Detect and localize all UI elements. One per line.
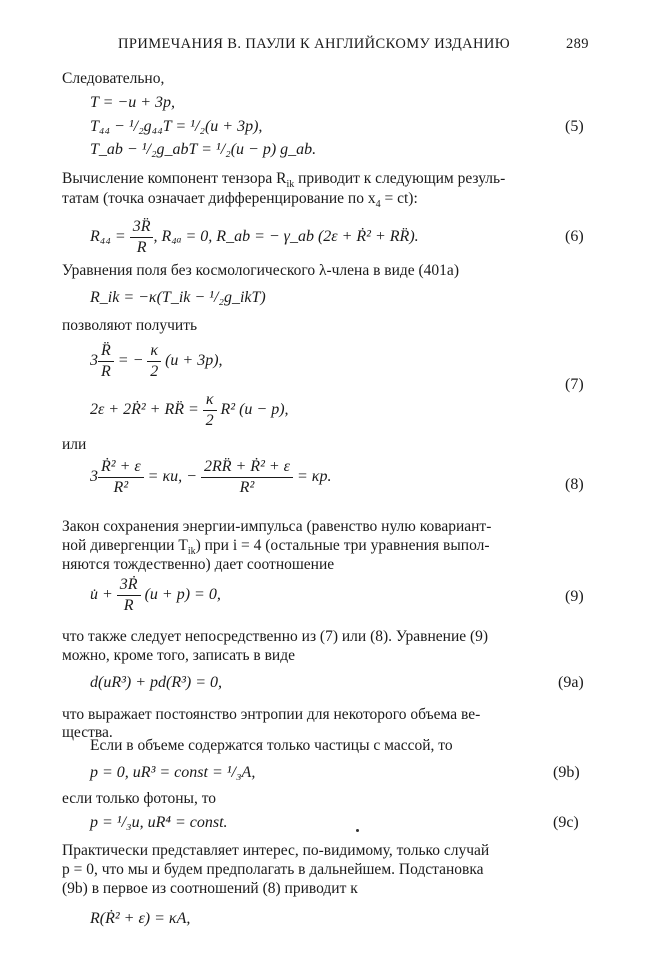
equation-7b: 2ε + 2Ṙ² + RR̈ = $\frac{\kappa}{2}$ R² (u − p), xyxy=(90,391,289,429)
paragraph-7-line-2: можно, кроме того, записать в виде xyxy=(62,647,295,664)
field-equation: R_ik = −κ(T_ik − ¹/₂g_ikT) xyxy=(90,289,266,306)
paragraph-1: Следовательно, xyxy=(62,70,165,87)
equation-final: R(Ṙ² + ε) = κA, xyxy=(90,910,191,927)
equation-9a: d(uR³) + pd(R³) = 0, xyxy=(90,674,223,691)
equation-8: 3 $\frac{\text{Ṙ² + ε}}{\text{R²}}$ = κu, − $\frac{\text{2RR̈ + Ṙ² + ε}}{\text{R²}}$ = κp. xyxy=(90,458,332,496)
equation-5c: T_ab − ¹/₂g_abT = ¹/₂(u − p) g_ab. xyxy=(90,141,317,158)
equation-7a: 3 $\frac{R̈}{R}$ = − $\frac{\kappa}{2}$ (u + 3p), xyxy=(90,342,223,380)
print-speck xyxy=(356,829,359,832)
running-header: ПРИМЕЧАНИЯ В. ПАУЛИ К АНГЛИЙСКОМУ ИЗДАНИЮ xyxy=(118,36,511,52)
equation-9b: p = 0, uR³ = const = ¹/₃A, xyxy=(90,764,256,781)
paragraph-6-line-3: няются тождественно) дает соотношение xyxy=(62,556,335,573)
paragraph-8-line-2: щества. xyxy=(62,724,113,741)
paragraph-3: Уравнения поля без космологического λ-члена в виде (401а) xyxy=(62,262,459,279)
page-number: 289 xyxy=(566,36,589,52)
equation-5a: T = −u + 3p, xyxy=(90,94,175,111)
paragraph-10: если только фотоны, то xyxy=(62,790,217,807)
equation-number-9b: (9b) xyxy=(553,764,580,781)
paragraph-8-line-1: что выражает постоянство энтропии для некоторого объема ве- xyxy=(62,706,481,723)
paragraph-5: или xyxy=(62,436,87,453)
equation-9: u̇ + $\frac{\text{3Ṙ}}{R}$ (u + p) = 0, xyxy=(90,576,221,614)
paragraph-9: Если в объеме содержатся только частицы с массой, то xyxy=(90,737,453,754)
paragraph-2-line-1: Вычисление компонент тензора $R_{ik}$ приводит к следующим резуль- xyxy=(62,170,506,191)
paragraph-6-line-2: ной дивергенции $T_{ik}$) при i = 4 (остальные три уравнения выпол- xyxy=(62,537,490,558)
paragraph-11-line-2: p = 0, что мы и будем предполагать в дальнейшем. Подстановка xyxy=(62,861,484,878)
paragraph-11-line-3: (9b) в первое из соотношений (8) приводит к xyxy=(62,880,358,897)
paragraph-4: позволяют получить xyxy=(62,317,198,334)
equation-number-9a: (9a) xyxy=(558,674,584,691)
paragraph-2-line-2: татам (точка означает дифференцирование по $x_4 = ct$): xyxy=(62,190,418,211)
equation-number-9c: (9c) xyxy=(553,814,579,831)
equation-number-8: (8) xyxy=(565,476,584,493)
paragraph-11-line-1: Практически представляет интерес, по-видимому, только случай xyxy=(62,842,490,859)
paragraph-7-line-1: что также следует непосредственно из (7) или (8). Уравнение (9) xyxy=(62,628,489,645)
equation-number-5: (5) xyxy=(565,118,584,135)
equation-number-9: (9) xyxy=(565,588,584,605)
equation-number-7: (7) xyxy=(565,376,584,393)
equation-9c: p = ¹/₃u, uR⁴ = const. xyxy=(90,814,228,831)
equation-number-6: (6) xyxy=(565,228,584,245)
equation-6: R₄₄ = $\frac{3R̈}{R}$ , R₄ₐ = 0, R_ab = − γ_ab (2ε + Ṙ² + RR̈). xyxy=(90,218,419,256)
paragraph-6-line-1: Закон сохранения энергии-импульса (равенство нулю ковариант- xyxy=(62,518,492,535)
equation-5b: T₄₄ − ¹/₂g₄₄T = ¹/₂(u + 3p), xyxy=(90,118,263,135)
